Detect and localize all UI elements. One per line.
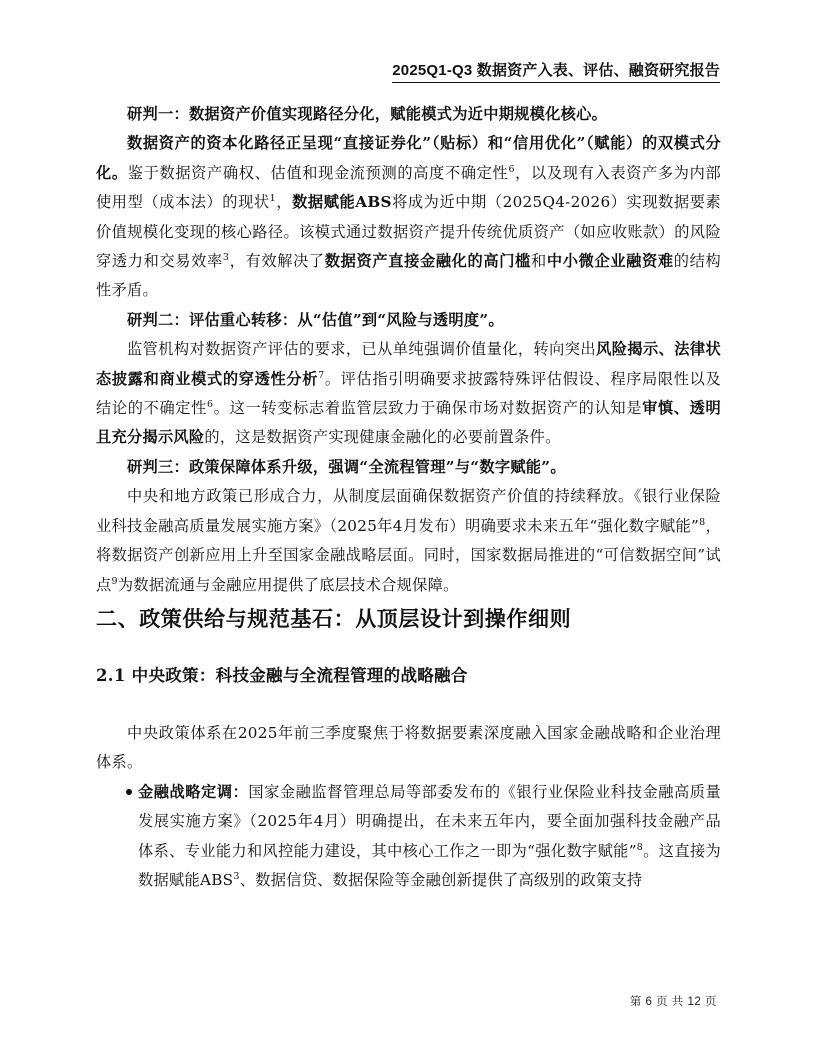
section-2-1-heading: 2.1 中央政策：科技金融与全流程管理的战略融合 (96, 665, 468, 685)
body-text: ，以及现有入表资产多为内部使用型（成本法）的现状 (96, 163, 722, 212)
bold-text: 数据赋能ABS (292, 193, 392, 212)
body-text: 和 (531, 252, 547, 271)
body-text: 监管机构对数据资产评估的要求，已从单纯强调价值量化，转向突出 (127, 340, 597, 359)
footnote-ref[interactable]: 7 (318, 369, 325, 381)
judgement-3-heading: 研判三：政策保障体系升级，强调“全流程管理”与“数字赋能”。 (127, 457, 566, 476)
footnote-ref[interactable]: 6 (207, 399, 214, 411)
bullet-label: 金融战略定调： (138, 782, 249, 801)
judgement-3-paragraph (96, 482, 721, 600)
report-header-title: 2025Q1-Q3 数据资产入表、评估、融资研究报告 (392, 60, 720, 83)
body-text: ，有效解决了 (229, 252, 325, 271)
body-text: ， (276, 193, 293, 212)
body-text: 。这直接为数据赋能ABS (138, 841, 721, 889)
section-2-1-intro: 中央政策体系在2025年前三季度聚焦于将数据要素深度融入国家金融战略和企业治理体系。 (96, 723, 721, 772)
bullet-icon (126, 789, 132, 795)
footnote-ref[interactable]: 8 (636, 841, 644, 853)
bullet-item-financial-strategy (126, 778, 721, 896)
bold-text: 数据资产直接金融化的高门槛 (324, 252, 531, 271)
body-text: 的结构性矛盾。 (96, 252, 721, 300)
judgement-1-heading: 研判一：数据资产价值实现路径分化，赋能模式为近中期规模化核心。 (127, 105, 608, 123)
page-number: 第 6 页 共 12 页 (629, 996, 717, 1008)
section-2-heading: 二、政策供给与规范基石：从顶层设计到操作细则 (96, 605, 572, 631)
body-text: 、数据信贷、数据保险等金融创新提供了高级别的政策支持 (239, 870, 643, 889)
bold-text: 审慎、透明且充分揭示风险 (96, 399, 721, 447)
bullet-text (138, 778, 721, 896)
bold-text: 数据资产的资本化路径正呈现“直接证券化”（贴标）和“信用优化”（赋能）的双模式分化。 (96, 134, 721, 182)
footnote-ref[interactable]: 3 (233, 870, 240, 882)
body-text: 为数据流通与金融应用提供了底层技术合规保障。 (117, 575, 459, 594)
footnote-ref[interactable]: 1 (269, 193, 277, 205)
page-content (96, 100, 721, 895)
bold-text: 中小微企业融资难 (546, 252, 674, 271)
body-text: 。评估指引明确要求披露特殊评估假设、程序局限性以及结论的不确定性 (96, 369, 721, 418)
judgement-2-heading: 研判二：评估重心转移：从“估值”到“风险与透明度”。 (127, 310, 504, 329)
body-text: 。这一转变标志着监管层致力于确保市场对数据资产的认知是 (213, 399, 643, 418)
body-text: ，将数据资产创新应用上升至国家金融战略层面。同时，国家数据局推进的“可信数据空间”试点 (96, 516, 721, 594)
footnote-ref[interactable]: 8 (699, 516, 706, 528)
body-text: 鉴于数据资产确权、估值和现金流预测的高度不确定性 (127, 163, 509, 182)
judgement-1-paragraph (96, 129, 721, 305)
bold-text: 风险揭示、法律状态披露和商业模式的穿透性分析 (96, 340, 721, 388)
footnote-ref[interactable]: 9 (111, 575, 118, 587)
judgement-2-paragraph (96, 335, 721, 453)
body-text: 中央和地方政策已形成合力，从制度层面确保数据资产价值的持续释放。《银行业保险业科技金融高质量发展实施方案》（2025年4月发布）明确要求未来五年“强化数字赋能” (96, 487, 721, 535)
footnote-ref[interactable]: 3 (222, 252, 230, 264)
footnote-ref[interactable]: 6 (508, 163, 515, 175)
body-text: 将成为近中期（2025Q4-2026）实现数据要素价值规模化变现的核心路径。该模式通过数据资产提升传统优质资产（如应收账款）的风险穿透力和交易效率 (96, 193, 721, 271)
body-text: 的，这是数据资产实现健康金融化的必要前置条件。 (204, 428, 561, 447)
body-text: 国家金融监督管理总局等部委发布的《银行业保险业科技金融高质量发展实施方案》（2025年4月）明确提出，在未来五年内，要全面加强科技金融产品体系、专业能力和风控能力建设，其中核心工作之一即为“强化数字赋能” (138, 782, 722, 860)
